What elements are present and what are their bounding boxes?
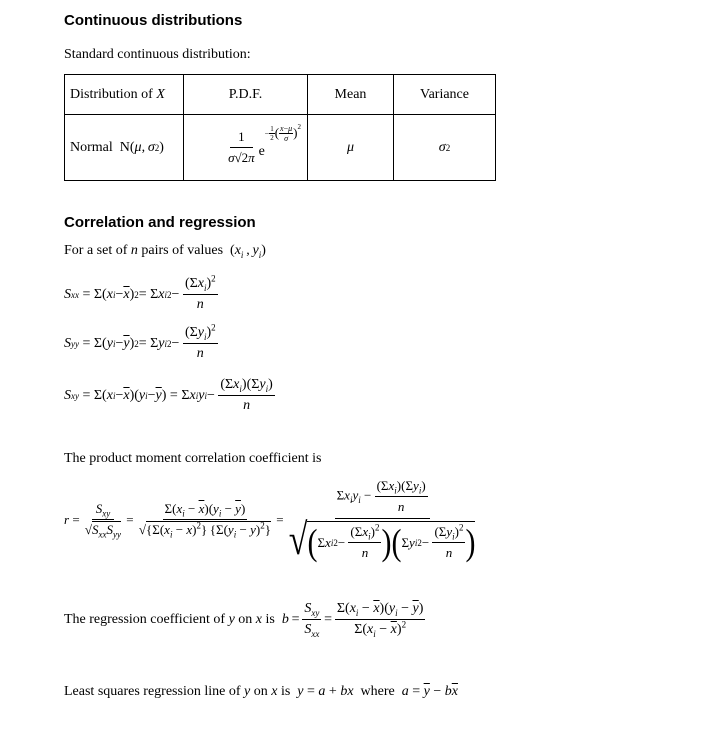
intro-pairs: For a set of n pairs of values ($x_i$ , $y_i$)	[64, 243, 266, 260]
formula-syy: S yy = Σ( y i − $\overline{y}$ ) 2 = Σ y i 2 − $\frac{(\Sigma y_i)^2}{n}$	[64, 322, 216, 361]
header-variance: Variance	[394, 75, 496, 115]
subtitle-standard-continuous: Standard continuous distribution:	[64, 47, 251, 62]
cell-pdf-formula: $\frac{1}{\sigma√2\pi}$ e − $\frac{1}{2}$ ( $\frac{x-\mu}{\sigma}$ ) $^2$	[184, 115, 308, 181]
formula-pmcc: r = $\frac{S_{xy}}{√S_{xx}S_{yy}}$ = $\frac{\Sigma(x_i - \overline{x})(y_i - \overline{y})}{√\{\Sigma(x_i - \overline{x})^2\} \{\Sigma(y_i - \overline{y})^2\}}$ = $\Sigma x_iy_i$ − $\frac{(\Sigma x_i)(\Sigma y_i)}{n}$ √ ( Σ x i 2 − $\frac{(\Sigma x_i)^2}{n}$ ) ( Σ y i 2 − $\frac{(\Sigma y_i)^2}{n}$ )	[64, 478, 476, 565]
cell-normal: Normal N( μ , σ 2 )	[65, 115, 184, 181]
cell-variance-sigma: σ 2	[394, 115, 496, 181]
formula-regression-coefficient: The regression coefficient of y on x is b = $\frac{S_{xy}}{S_{xx}}$ = $\frac{\Sigma(x_i - \overline{x})(y_i - \overline{y})}{\Sigma(x_i - \overline{x})^2}$	[64, 601, 424, 639]
pmcc-intro: The product moment correlation coefficient is	[64, 451, 322, 466]
section-heading-continuous: Continuous distributions	[64, 12, 243, 29]
formula-least-squares: Least squares regression line of y on x is y = a + bx where $a = \overline{y} - b\overline{x}$	[64, 684, 458, 699]
distribution-table	[64, 74, 496, 181]
header-pdf: P.D.F.	[184, 75, 308, 115]
formula-sxx: S xx = Σ( x i − $\overline{x}$ ) 2 = Σ x i 2 − $\frac{(\Sigma x_i)^2}{n}$	[64, 273, 216, 312]
header-mean: Mean	[308, 75, 394, 115]
formula-sxy: S xy = Σ( x i − $\overline{x}$ )( y i − $\overline{y}$ ) = Σ x i y i − $\frac{(\Sigma x_i)(\Sigma y_i)}{n}$	[64, 377, 273, 413]
cell-mean-mu: μ	[308, 115, 394, 181]
header-distribution: Distribution of X	[65, 75, 184, 115]
section-heading-correlation: Correlation and regression	[64, 214, 256, 231]
